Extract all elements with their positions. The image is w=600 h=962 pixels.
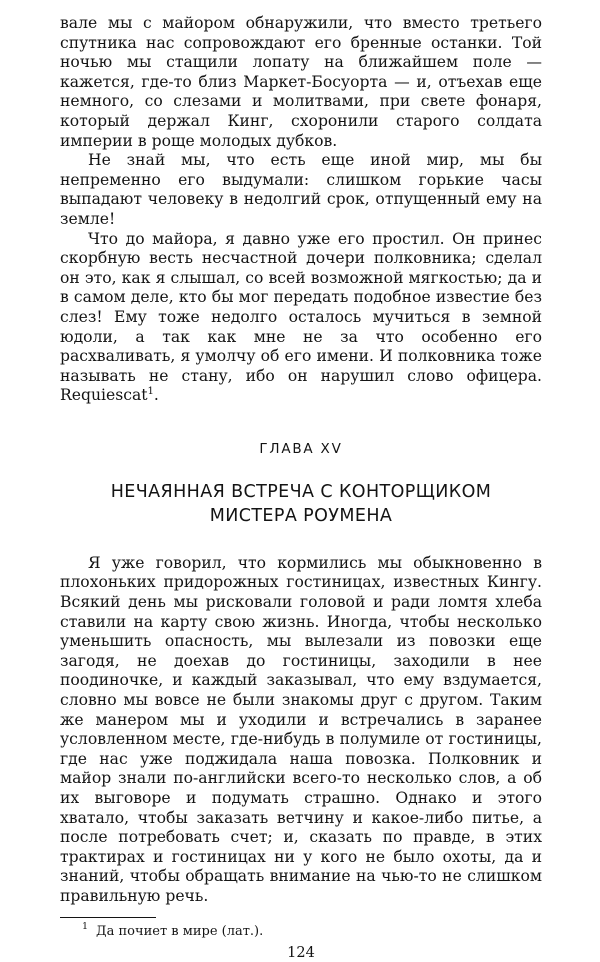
paragraph-chapter-body (60, 554, 542, 907)
paragraph-continued (60, 14, 542, 151)
chapter-title-line: НЕЧАЯННАЯ ВСТРЕЧА С КОНТОРЩИКОМ (110, 481, 492, 502)
footnote (60, 923, 542, 940)
chapter-title (60, 480, 542, 528)
book-page (60, 14, 542, 961)
chapter-title-line: МИСТЕРА РОУМЕНА (209, 505, 393, 526)
paragraph-text: Что до майора, я давно уже его простил. Он принес скорбную весть несчастной дочери полковника; сделал он это, как я слышал, со всей возможной мягкостью; да и в самом деле, кто бы мог передать подобное известие без слез! Ему тоже недолго осталось мучиться в земной юдоли, а так как мне не за что особенно его расхваливать, я умолчу об его имени. И полковника тоже называть не стану, ибо он нарушил слово офицера. Requiescat (60, 229, 542, 405)
page-number: 124 (287, 944, 315, 961)
paragraph-about-major: Что до майора, я давно уже его простил. Он принес скорбную весть несчастной дочери полковника; сделал он это, как я слышал, со всей возможной мягкостью; да и в самом деле, кто бы мог передать подобное известие без слез! Ему тоже недолго осталось мучиться в земной юдоли, а так как мне не за что особенно его расхваливать, я умолчу об его имени. И полковника тоже называть не стану, ибо он нарушил слово офицера. Requiescat$^1$. (60, 229, 542, 405)
footnote-divider (60, 917, 156, 918)
paragraph-another-world (60, 151, 542, 229)
paragraph-text: Не знай мы, что есть еще иной мир, мы бы непременно его выдумали: слишком горькие часы выпадают человеку в недолгий срок, отпущенный ему на земле! (60, 151, 542, 228)
paragraph-text: Я уже говорил, что кормились мы обыкновенно в плохоньких придорожных гостиницах, известных Кингу. Всякий день мы рисковали головой и ради ломтя хлеба ставили на карту свою жизнь. Иногда, чтобы несколько уменьшить опасность, мы вылезали из повозки еще загодя, не доехав до гостиницы, заходили в нее поодиночке, и каждый заказывал, что ему вздумается, словно мы вовсе не были знакомы друг с другом. Таким же манером мы и уходили и встречались в заранее условленном месте, где-нибудь в полумиле от гостиницы, где нас уже поджидала наша повозка. Полковник и майор знали по-английски всего-то несколько слов, а об их выговоре и подумать страшно. Однако и этого хватало, чтобы заказать ветчину и какое-либо питье, а после потребовать счет; и, сказать по правде, в этих трактирах и гостиницах ни у кого не было охоты, да и знаний, чтобы обращать внимание на чью-то не слишком правильную речь. (60, 553, 542, 905)
chapter-label: ГЛАВА XV (259, 440, 343, 457)
paragraph-text: вале мы с майором обнаружили, что вместо третьего спутника нас сопровождают его бренные останки. Той ночью мы стащили лопату на ближайшем поле — кажется, где-то близ Маркет-Босуорта — и, отъехав еще немного, со слезами и молитвами, при свете фонаря, который держал Кинг, схоронили старого солдата империи в роще молодых дубков. (60, 14, 542, 150)
footnote-text: Да почиет в мире (лат.). (96, 923, 264, 939)
footnote-reference[interactable]: 1 (147, 386, 154, 398)
footnote-mark: 1 (82, 921, 89, 933)
